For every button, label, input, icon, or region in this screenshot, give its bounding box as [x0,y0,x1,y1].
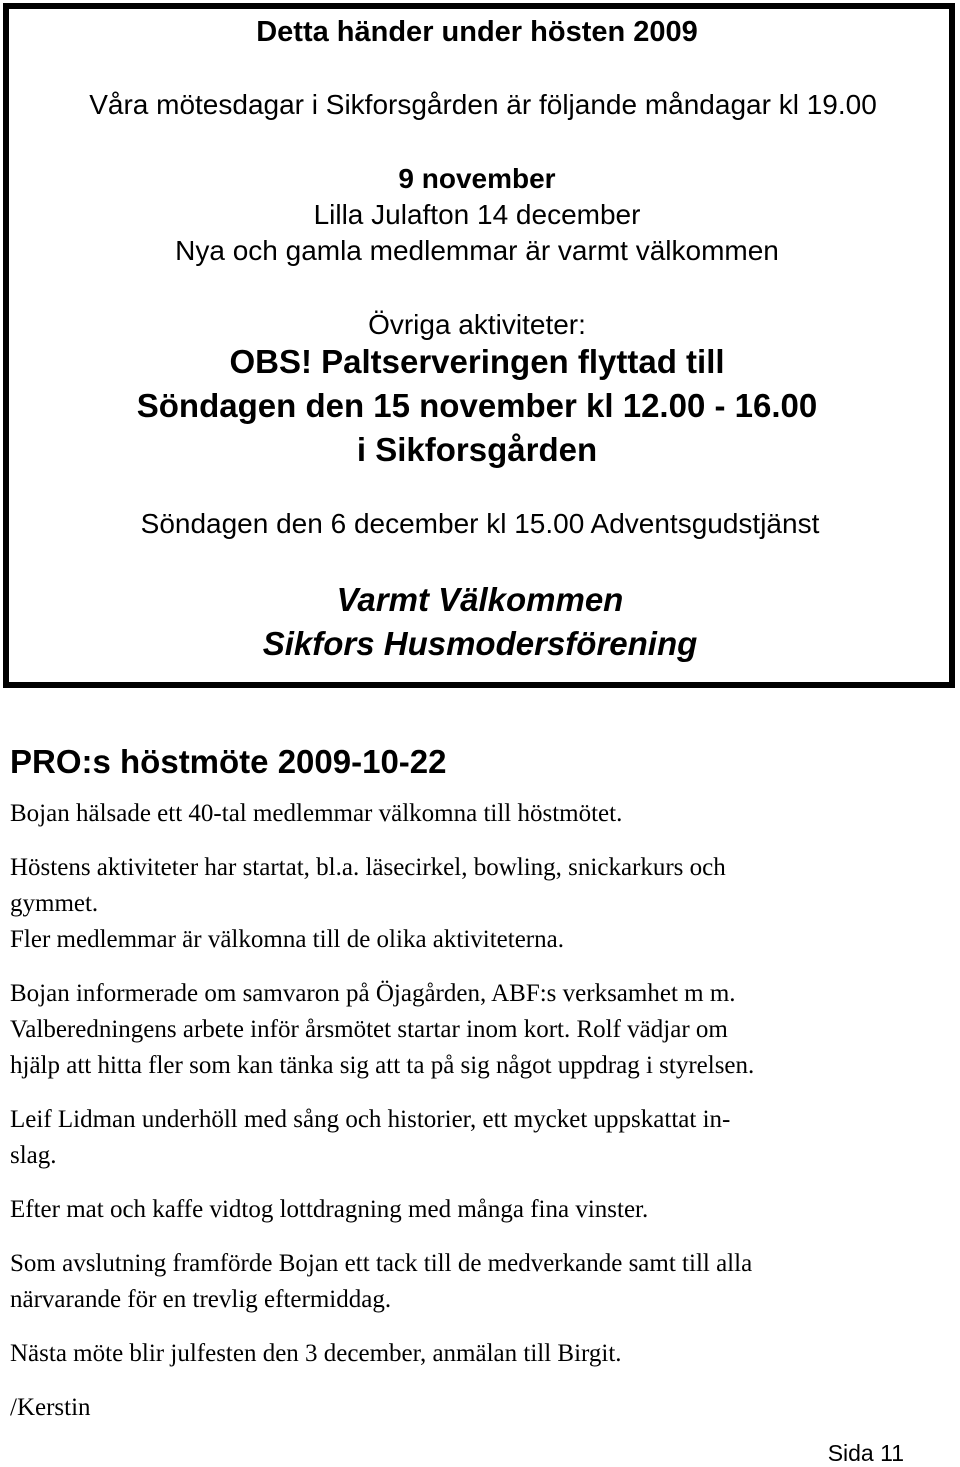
welcome-line: Nya och gamla medlemmar är varmt välkommen [175,235,779,266]
article-line: Fler medlemmar är välkomna till de olika aktiviteterna. [10,926,564,953]
article-signature: /Kerstin [10,1394,91,1421]
obs-line-2: Söndagen den 15 november kl 12.00 - 16.00 [136,387,818,424]
article-line: närvarande för en trevlig eftermiddag. [10,1286,392,1313]
other-activities-label: Övriga aktiviteter: [368,309,586,340]
article-line: gymmet. [10,890,99,917]
article-line: Som avslutning framförde Bojan ett tack till de medverkande samt till alla [10,1250,753,1277]
meeting-date-2: Lilla Julafton 14 december [313,199,641,230]
article-line: Nästa möte blir julfesten den 3 december, anmälan till Birgit. [10,1340,622,1367]
article-line: Bojan informerade om samvaron på Öjagården, ABF:s verksamhet m m. [10,980,736,1007]
page-number: Sida 11 [827,1440,904,1466]
meeting-date-1: 9 november [398,163,556,194]
article-line: Bojan hälsade ett 40-tal medlemmar välkomna till höstmötet. [10,800,623,827]
obs-line-3: i Sikforsgården [356,431,598,468]
article-line: Valberedningens arbete inför årsmötet startar inom kort. Rolf vädjar om [10,1016,728,1043]
article-line: Efter mat och kaffe vidtog lottdragning med många fina vinster. [10,1196,649,1223]
advent-line: Söndagen den 6 december kl 15.00 Adventsgudstjänst [140,508,820,539]
article-title: PRO:s höstmöte 2009-10-22 [10,743,447,780]
article-line: slag. [10,1142,57,1169]
closing-line-1: Varmt Välkommen [336,581,624,618]
article-line: Leif Lidman underhöll med sång och historier, ett mycket uppskattat in- [10,1106,731,1133]
closing-line-2: Sikfors Husmodersförening [262,625,698,662]
article-line: hjälp att hitta fler som kan tänka sig att ta på sig något uppdrag i styrelsen. [10,1052,755,1079]
meetings-intro: Våra mötesdagar i Sikforsgården är följande måndagar kl 19.00 [89,89,877,120]
article-line: Höstens aktiviteter har startat, bl.a. läsecirkel, bowling, snickarkurs och [10,854,726,881]
box-heading: Detta händer under hösten 2009 [256,16,698,48]
obs-line-1: OBS! Paltserveringen flyttad till [229,343,725,380]
